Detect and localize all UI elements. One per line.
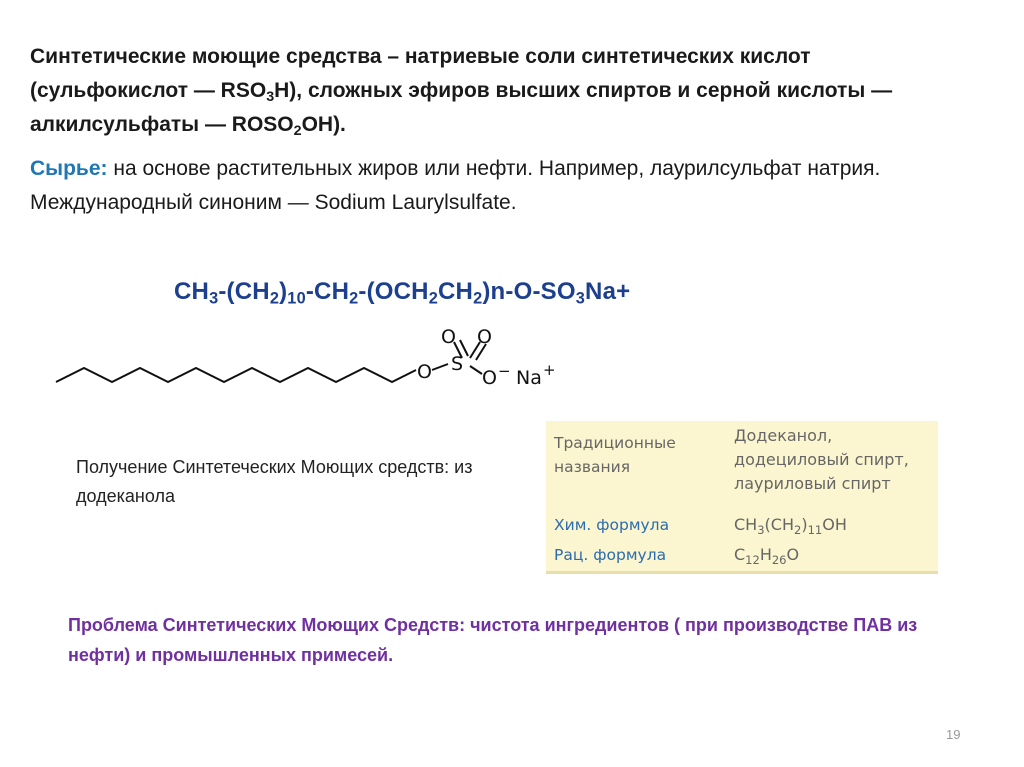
charge-plus: + [543,361,556,379]
production-caption: Получение Синтетеческих Моющих средств: из додеканола [76,457,473,506]
row-value-chem-formula: $CH_3(CH_2)_{11}OH$ [734,515,847,538]
raw-materials-label: Сырье: [30,157,108,180]
row-name-rational-formula: Рац. формула [554,546,667,564]
atom-o-top-left: O [441,326,456,348]
skeletal-structure [48,320,568,410]
dodecanol-properties-table [546,421,938,574]
raw-materials-text: на основе растительных жиров или нефти. Например, лаурилсульфат натрия. Международный синоним — Sodium Laurylsulfate. [30,157,881,214]
atom-o-anion: O [482,367,497,389]
intro-paragraph: Синтетические моющие средства – натриевые соли синтетических кислот (сульфокислот — $RSO_3H$), сложных эфиров высших спиртов и серной кислоты — алкилсульфаты — $ROSO_2OH$). [30,45,893,139]
sodium-ion: Na [516,367,542,389]
row-name-chem-formula: Хим. формула [554,516,670,534]
problem-statement: Проблема Синтетических Моющих Средств: чистота ингредиентов ( при производстве ПАВ из нефти) и промышленных примесей. [68,615,918,665]
raw-materials-paragraph [30,152,990,220]
page-number: 19 [946,727,961,742]
charge-minus: − [498,362,511,380]
atom-sulfur: S [451,353,464,375]
alkyl-chain [56,368,416,382]
sls-formula: $CH_3-(CH_2)_{10}-CH_2-(OCH_2CH_2)n-O-SO_3Na+$ [174,278,631,308]
row-value-rational-formula: $C_{12}H_{26}O$ [734,545,800,568]
atom-o-ester: O [417,361,432,383]
row-value-traditional: Додеканол, додециловый спирт, лауриловый спирт [734,426,909,493]
atom-o-top-right: O [477,326,492,348]
row-name-traditional: Традиционные названия [554,434,676,476]
